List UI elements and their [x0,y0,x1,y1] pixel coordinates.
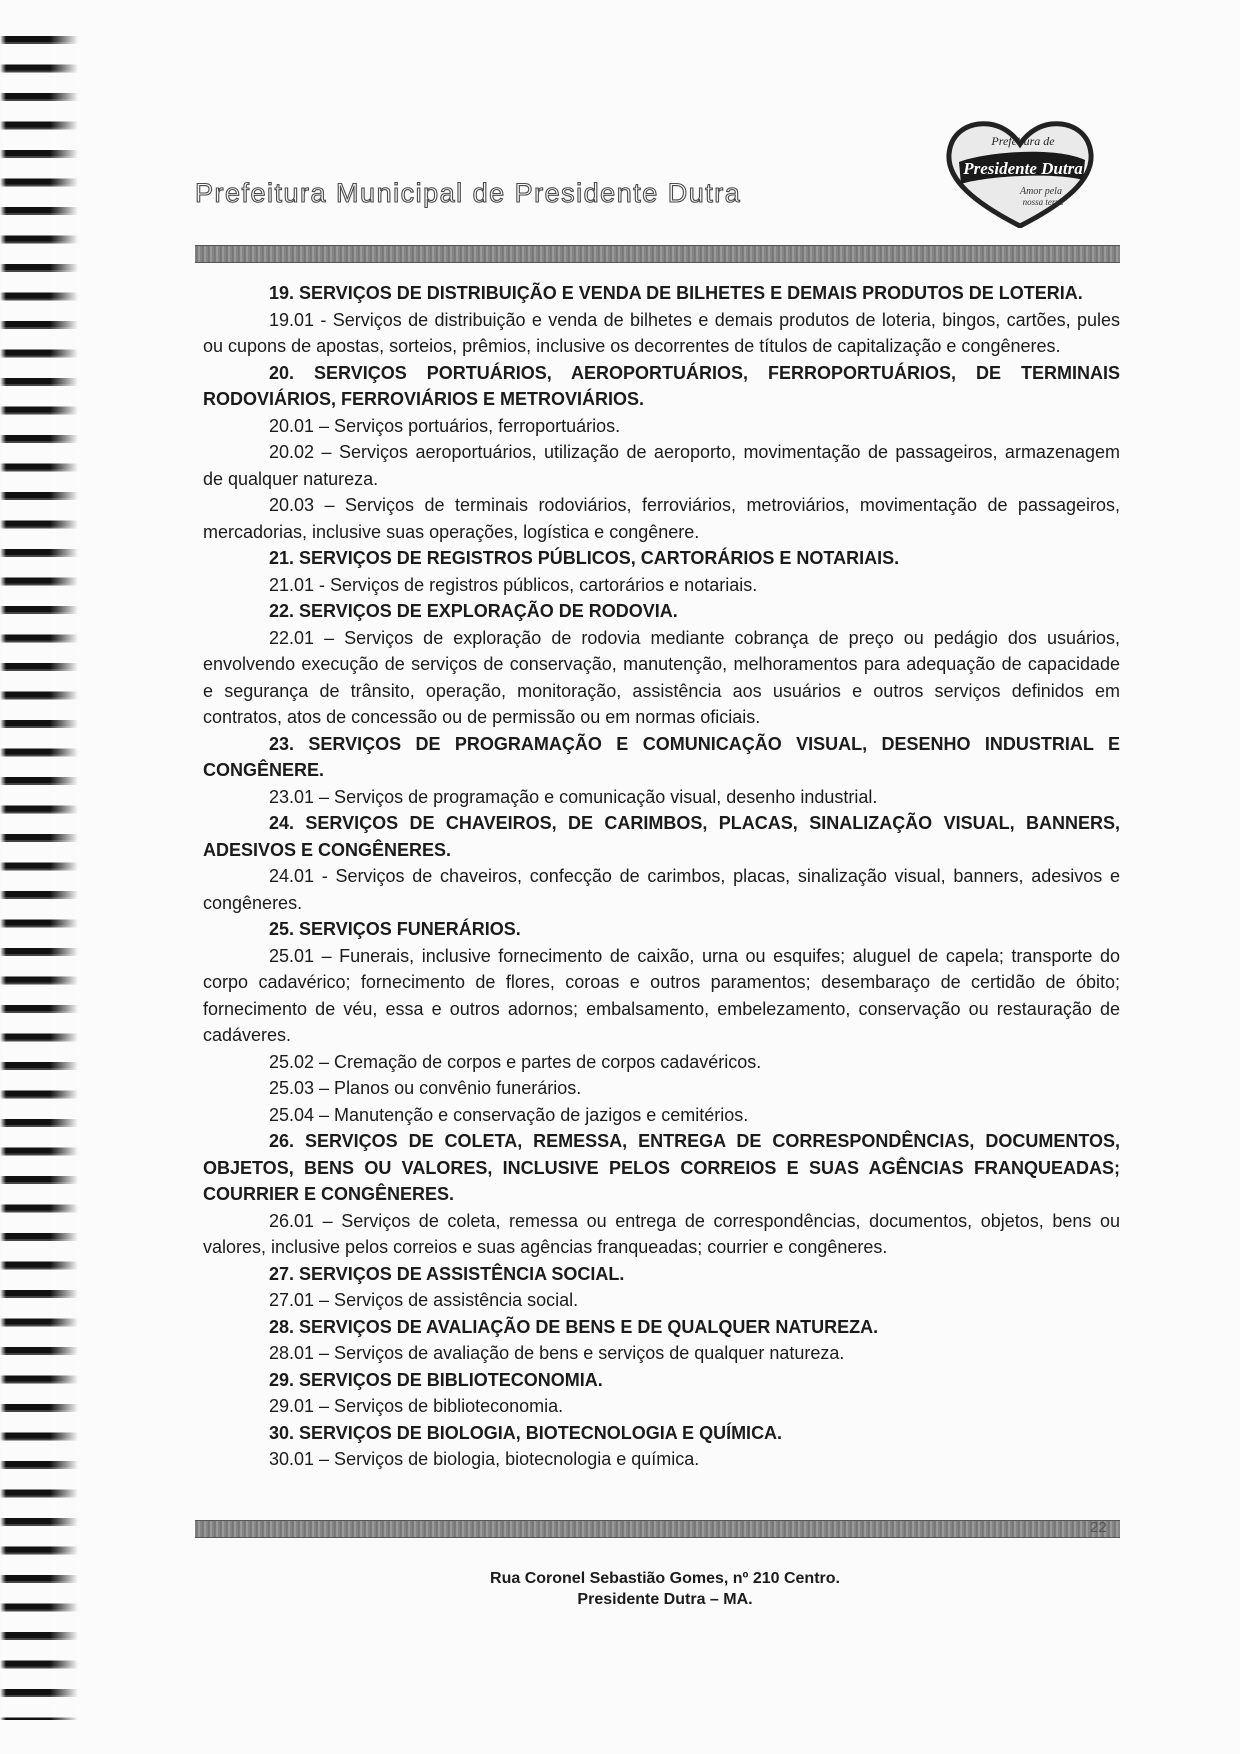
section-item: 25.03 – Planos ou convênio funerários. [269,1078,582,1098]
section-item: 20.03 – Serviços de terminais rodoviários, ferroviários, metroviários, movimentação de passageiros, mercadorias, inclusive suas operações, logística e congênere. [203,495,1120,542]
municipality-logo [945,118,1095,228]
section-item: 25.02 – Cremação de corpos e partes de corpos cadavéricos. [269,1051,762,1072]
footer-city: Presidente Dutra – MA. [577,1591,753,1608]
section-item: 21.01 - Serviços de registros públicos, cartorários e notariais. [269,574,758,595]
section-item: 20.01 – Serviços portuários, ferroportuários. [269,415,621,436]
section-item: 19.01 - Serviços de distribuição e venda de bilhetes e demais produtos de loteria, bingos, cartões, pules ou cupons de apostas, sorteios, prêmios, inclusive os decorrentes de títulos de capitalização e congêneres. [203,309,1120,356]
section-item: 22.01 – Serviços de exploração de rodovia mediante cobrança de preço ou pedágio dos usuários, envolvendo execução de serviços de conservação, manutenção, melhoramentos para adequação de capacidade e segurança de trânsito, operação, monitoração, assistência aos usuários e outros serviços definidos em contratos, atos de concessão ou de permissão ou em normas oficiais. [203,627,1120,727]
document-body [203,280,1120,1473]
section-item: 20.02 – Serviços aeroportuários, utilização de aeroporto, movimentação de passageiros, armazenagem de qualquer natureza. [203,442,1120,489]
spiral-binding [0,30,80,1720]
logo-text-line4: nossa terra [1022,197,1064,207]
section-heading: 21. SERVIÇOS DE REGISTROS PÚBLICOS, CARTORÁRIOS E NOTARIAIS. [269,548,900,568]
footer-address: Rua Coronel Sebastião Gomes, nº 210 Centro. [490,1570,840,1587]
section-heading: 28. SERVIÇOS DE AVALIAÇÃO DE BENS E DE QUALQUER NATUREZA. [269,1316,879,1337]
section-heading: 20. SERVIÇOS PORTUÁRIOS, AEROPORTUÁRIOS, FERROPORTUÁRIOS, DE TERMINAIS RODOVIÁRIOS, FERROVIÁRIOS E METROVIÁRIOS. [203,362,1120,409]
section-item: 23.01 – Serviços de programação e comunicação visual, desenho industrial. [269,786,878,807]
section-item: 24.01 - Serviços de chaveiros, confecção de carimbos, placas, sinalização visual, banners, adesivos e congêneres. [203,866,1120,913]
section-heading: 25. SERVIÇOS FUNERÁRIOS. [269,919,521,939]
section-heading: 19. SERVIÇOS DE DISTRIBUIÇÃO E VENDA DE BILHETES E DEMAIS PRODUTOS DE LOTERIA. [269,283,1083,303]
section-item: 27.01 – Serviços de assistência social. [269,1290,579,1310]
section-item: 25.01 – Funerais, inclusive fornecimento de caixão, urna ou esquifes; aluguel de capela; transporte do corpo cadavérico; fornecimento de flores, coroas e outros paramentos; desembaraço de certidão de óbito; fornecimento de véu, essa e outros adornos; embalsamento, embelezamento, conservação ou restauração de cadáveres. [203,945,1120,1045]
section-item: 25.04 – Manutenção e conservação de jazigos e cemitérios. [269,1104,749,1125]
section-heading: 27. SERVIÇOS DE ASSISTÊNCIA SOCIAL. [269,1263,625,1284]
logo-text-line1: Prefeitura de [991,134,1055,148]
section-heading: 30. SERVIÇOS DE BIOLOGIA, BIOTECNOLOGIA E QUÍMICA. [269,1422,783,1443]
page-number: 22 [1090,1519,1107,1536]
logo-text-line3: Amor pela [1020,186,1062,197]
section-item: 29.01 – Serviços de biblioteconomia. [269,1396,564,1416]
section-heading: 29. SERVIÇOS DE BIBLIOTECONOMIA. [269,1369,603,1390]
section-heading: 24. SERVIÇOS DE CHAVEIROS, DE CARIMBOS, PLACAS, SINALIZAÇÃO VISUAL, BANNERS, ADESIVOS E CONGÊNERES. [203,813,1120,860]
section-item: 28.01 – Serviços de avaliação de bens e serviços de qualquer natureza. [269,1343,845,1363]
section-item: 30.01 – Serviços de biologia, biotecnologia e química. [269,1449,700,1469]
section-item: 26.01 – Serviços de coleta, remessa ou entrega de correspondências, documentos, objetos, bens ou valores, inclusive pelos correios e suas agências franqueadas; courrier e congêneres. [203,1210,1120,1257]
section-heading: 26. SERVIÇOS DE COLETA, REMESSA, ENTREGA DE CORRESPONDÊNCIAS, DOCUMENTOS, OBJETOS, BENS OU VALORES, INCLUSIVE PELOS CORREIOS E SUAS AGÊNCIAS FRANQUEADAS; COURRIER E CONGÊNERES. [203,1131,1120,1204]
page-header-title: Prefeitura Municipal de Presidente Dutra [195,178,742,208]
section-heading: 23. SERVIÇOS DE PROGRAMAÇÃO E COMUNICAÇÃO VISUAL, DESENHO INDUSTRIAL E CONGÊNERE. [203,733,1120,780]
footer-divider-bar [195,1520,1120,1538]
header-divider-bar [195,245,1120,263]
logo-text-line2: Presidente Dutra [963,159,1083,178]
section-heading: 22. SERVIÇOS DE EXPLORAÇÃO DE RODOVIA. [269,601,678,621]
